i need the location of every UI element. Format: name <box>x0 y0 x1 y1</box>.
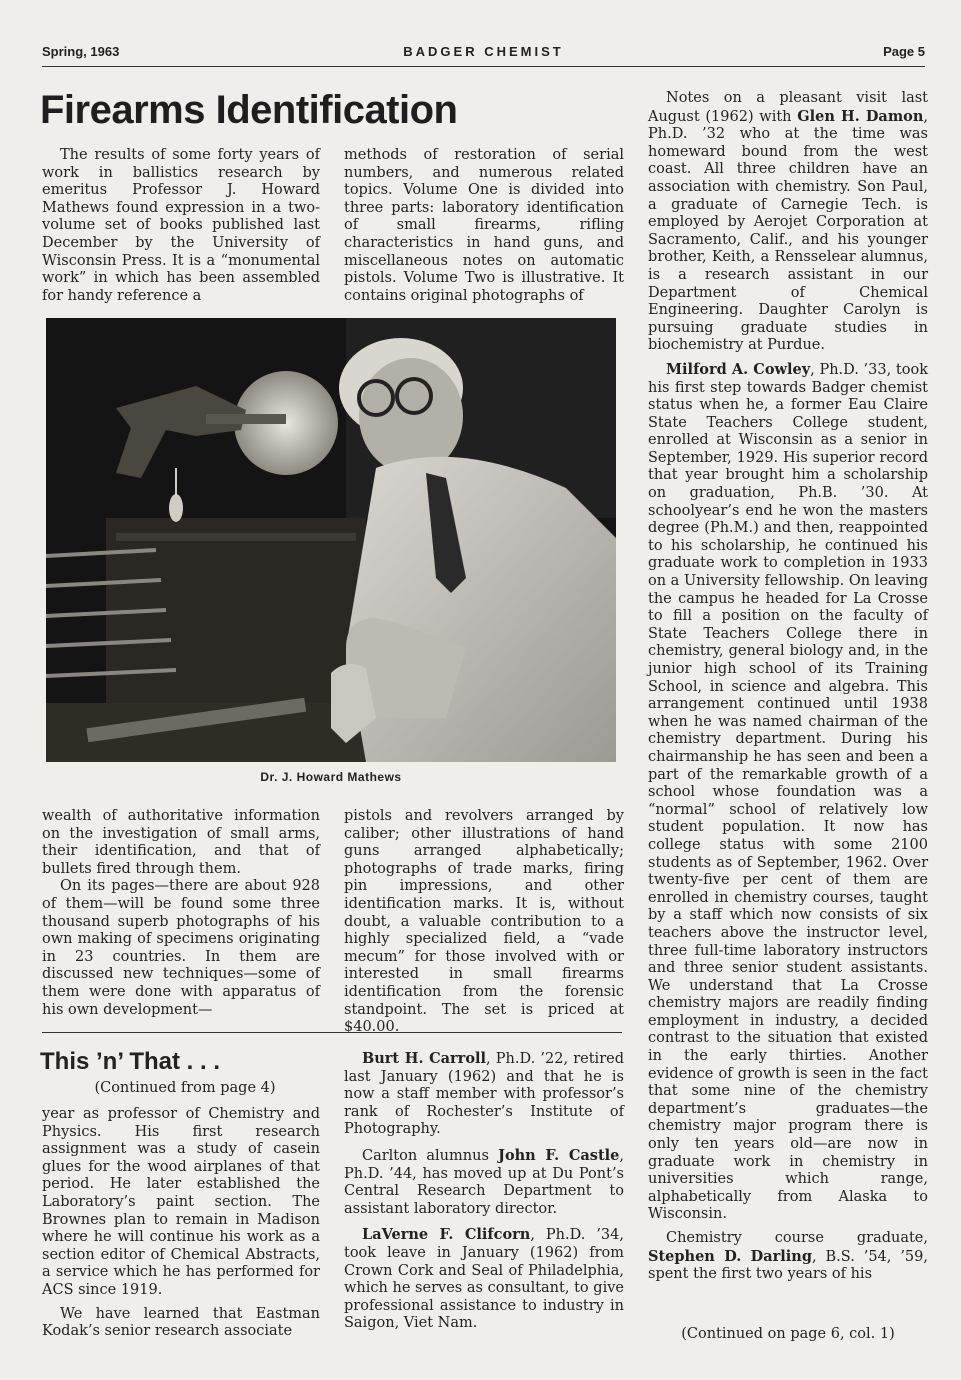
column-paragraph <box>648 1230 928 1284</box>
issue-date: Spring, 1963 <box>42 44 120 59</box>
paragraph-lead: Chemistry course graduate, <box>666 1230 928 1246</box>
portrait-photo <box>46 318 616 762</box>
paragraph-text: , Ph.D. ’22, retired last January (1962) and that he is now a staff member with professor’s rank of Rochester’s Institute of Photography. <box>344 1051 624 1138</box>
section-paragraph <box>344 1050 624 1139</box>
paragraph-lead: Carlton alumnus <box>362 1147 499 1164</box>
section-divider <box>42 1032 622 1033</box>
article-paragraph: The results of some forty years of work in ballistics research by emeritus Professor J. Howard Mathews found expression in a two-volume set of books published last December by the University of Wisconsin Press. It is a “monumental work” in which has been assembled for handy reference a <box>42 147 320 304</box>
article-paragraph: On its pages—there are about 928 of them—will be found some three thousand superb photographs of his own making of specimens originating in 23 countries. In them are discussed new techniques—some of them were done with apparatus of his own development— <box>42 878 320 1018</box>
article-title: Firearms Identification <box>40 88 458 132</box>
section-paragraph <box>344 1226 624 1333</box>
person-name: Glen H. Damon <box>797 107 924 125</box>
continued-from-note: (Continued from page 4) <box>94 1080 276 1096</box>
continued-on-note: (Continued on page 6, col. 1) <box>681 1326 895 1342</box>
section-paragraph: We have learned that Eastman Kodak’s senior research associate <box>42 1305 320 1340</box>
section-title: This ’n’ That . . . <box>40 1048 221 1075</box>
paragraph-text: , Ph.D. ’33, took his first step towards Badger chemist status when he, a former Eau Claire State Teachers College student, enrolled at Wisconsin as a senior in September, 1929. His superior record that year brought him a scholarship on graduation, Ph.B. ’30. At schoolyear’s end he won the masters degree (Ph.M.) and then, reappointed to his scholarship, he continued his graduate work to completion in 1933 on a University fellowship. On leaving the campus he headed for La Crosse to fill a position on the faculty of State Teachers College there in chemistry, general biology and, in the junior high school of its Training School, in science and algebra. This arrangement continued until 1938 when he was named chairman of the chemistry department. During his chairmanship he has seen and been a part of the remarkable growth of a school whose foundation was a “normal” school of relatively low student population. It now has college status with some 2100 students as of September, 1962. Over twenty-five per cent of them are enrolled in chemistry courses, taught by a staff which now consists of six teachers above the instructor level, three full-time laboratory instructors and three senior student assistants. We understand that La Crosse chemistry majors are readily finding employment in industry, a decided contrast to the situation that existed in the early thirties. Another evidence of growth is seen in the fact that some nine of the chemistry department’s graduates—the chemistry major program there is only ten years old—are now in graduate work in chemistry in universities which range, alphabetically from Alaska to Wisconsin. <box>648 361 928 1223</box>
column-paragraph <box>648 361 928 1224</box>
photo-caption: Dr. J. Howard Mathews <box>260 770 402 784</box>
paragraph-text: , B.S. ’54, ’59, spent the first two years of his <box>648 1248 928 1283</box>
person-name: Milford A. Cowley <box>666 360 811 378</box>
right-column <box>648 90 928 1284</box>
person-name: LaVerne F. Clifcorn <box>362 1226 531 1244</box>
article-paragraph: methods of restoration of serial numbers, and numerous related topics. Volume One is divided into three parts: laboratory identification of small firearms, rifling characteristics in hand guns, and miscellaneous notes on automatic pistols. Volume Two is illustrative. It contains original photographs of <box>344 147 624 304</box>
article-col1-top <box>42 147 320 305</box>
paragraph-lead: Notes on a pleasant visit last August (1962) with <box>648 90 928 125</box>
paragraph-text: , Ph.D. ’44, has moved up at Du Pont’s Central Research Department to assistant laboratory director. <box>344 1147 624 1217</box>
person-name: John F. Castle <box>498 1146 620 1164</box>
person-name: Burt H. Carroll <box>362 1050 487 1067</box>
article-paragraph: pistols and revolvers arranged by caliber; other illustrations of hand guns arranged alphabetically; photographs of trade marks, firing pin impressions, and other identification marks. It is, without doubt, a valuable contribution to a highly specialized field, a “vade mecum” for those involved with or interested in small firearms identification from the forensic standpoint. The set is priced at $40.00. <box>344 808 624 1036</box>
article-col2-top <box>344 147 624 305</box>
article-col2-bottom <box>344 808 624 1037</box>
person-name: Stephen D. Darling <box>648 1247 812 1265</box>
publication-name: BADGER CHEMIST <box>403 44 564 59</box>
article-paragraph: wealth of authoritative information on the investigation of small arms, their identification, and that of bullets fired through them. <box>42 808 320 877</box>
page-number: Page 5 <box>883 44 925 59</box>
section-col1 <box>42 1106 320 1341</box>
column-paragraph <box>648 90 928 355</box>
page-header <box>42 44 925 67</box>
section-paragraph: year as professor of Chemistry and Physics. His first research assignment was a study of casein glues for the wood airplanes of that period. He later established the Laboratory’s paint section. The Brownes plan to remain in Madison where he will continue his work as a section editor of Chemical Abstracts, a service which he has performed for ACS since 1919. <box>42 1106 320 1298</box>
section-paragraph <box>344 1147 624 1218</box>
article-col1-bottom <box>42 808 320 1019</box>
photo-illustration <box>46 318 616 762</box>
paragraph-text: , Ph.D. ’34, took leave in January (1962) from Crown Cork and Seal of Philadelphia, which he serves as consultant, to give professional assistance to industry in Saigon, Viet Nam. <box>344 1227 624 1332</box>
paragraph-text: , Ph.D. ’32 who at the time was homeward bound from the west coast. All three children have an association with chemistry. Son Paul, a graduate of Carnegie Tech. is employed by Aerojet Corporation at Sacramento, Calif., and his younger brother, Keith, a Rensselear alumnus, is a research assistant in our Department of Chemical Engineering. Daughter Carolyn is pursuing graduate studies in biochemistry at Purdue. <box>648 108 928 354</box>
section-col2 <box>344 1050 624 1333</box>
